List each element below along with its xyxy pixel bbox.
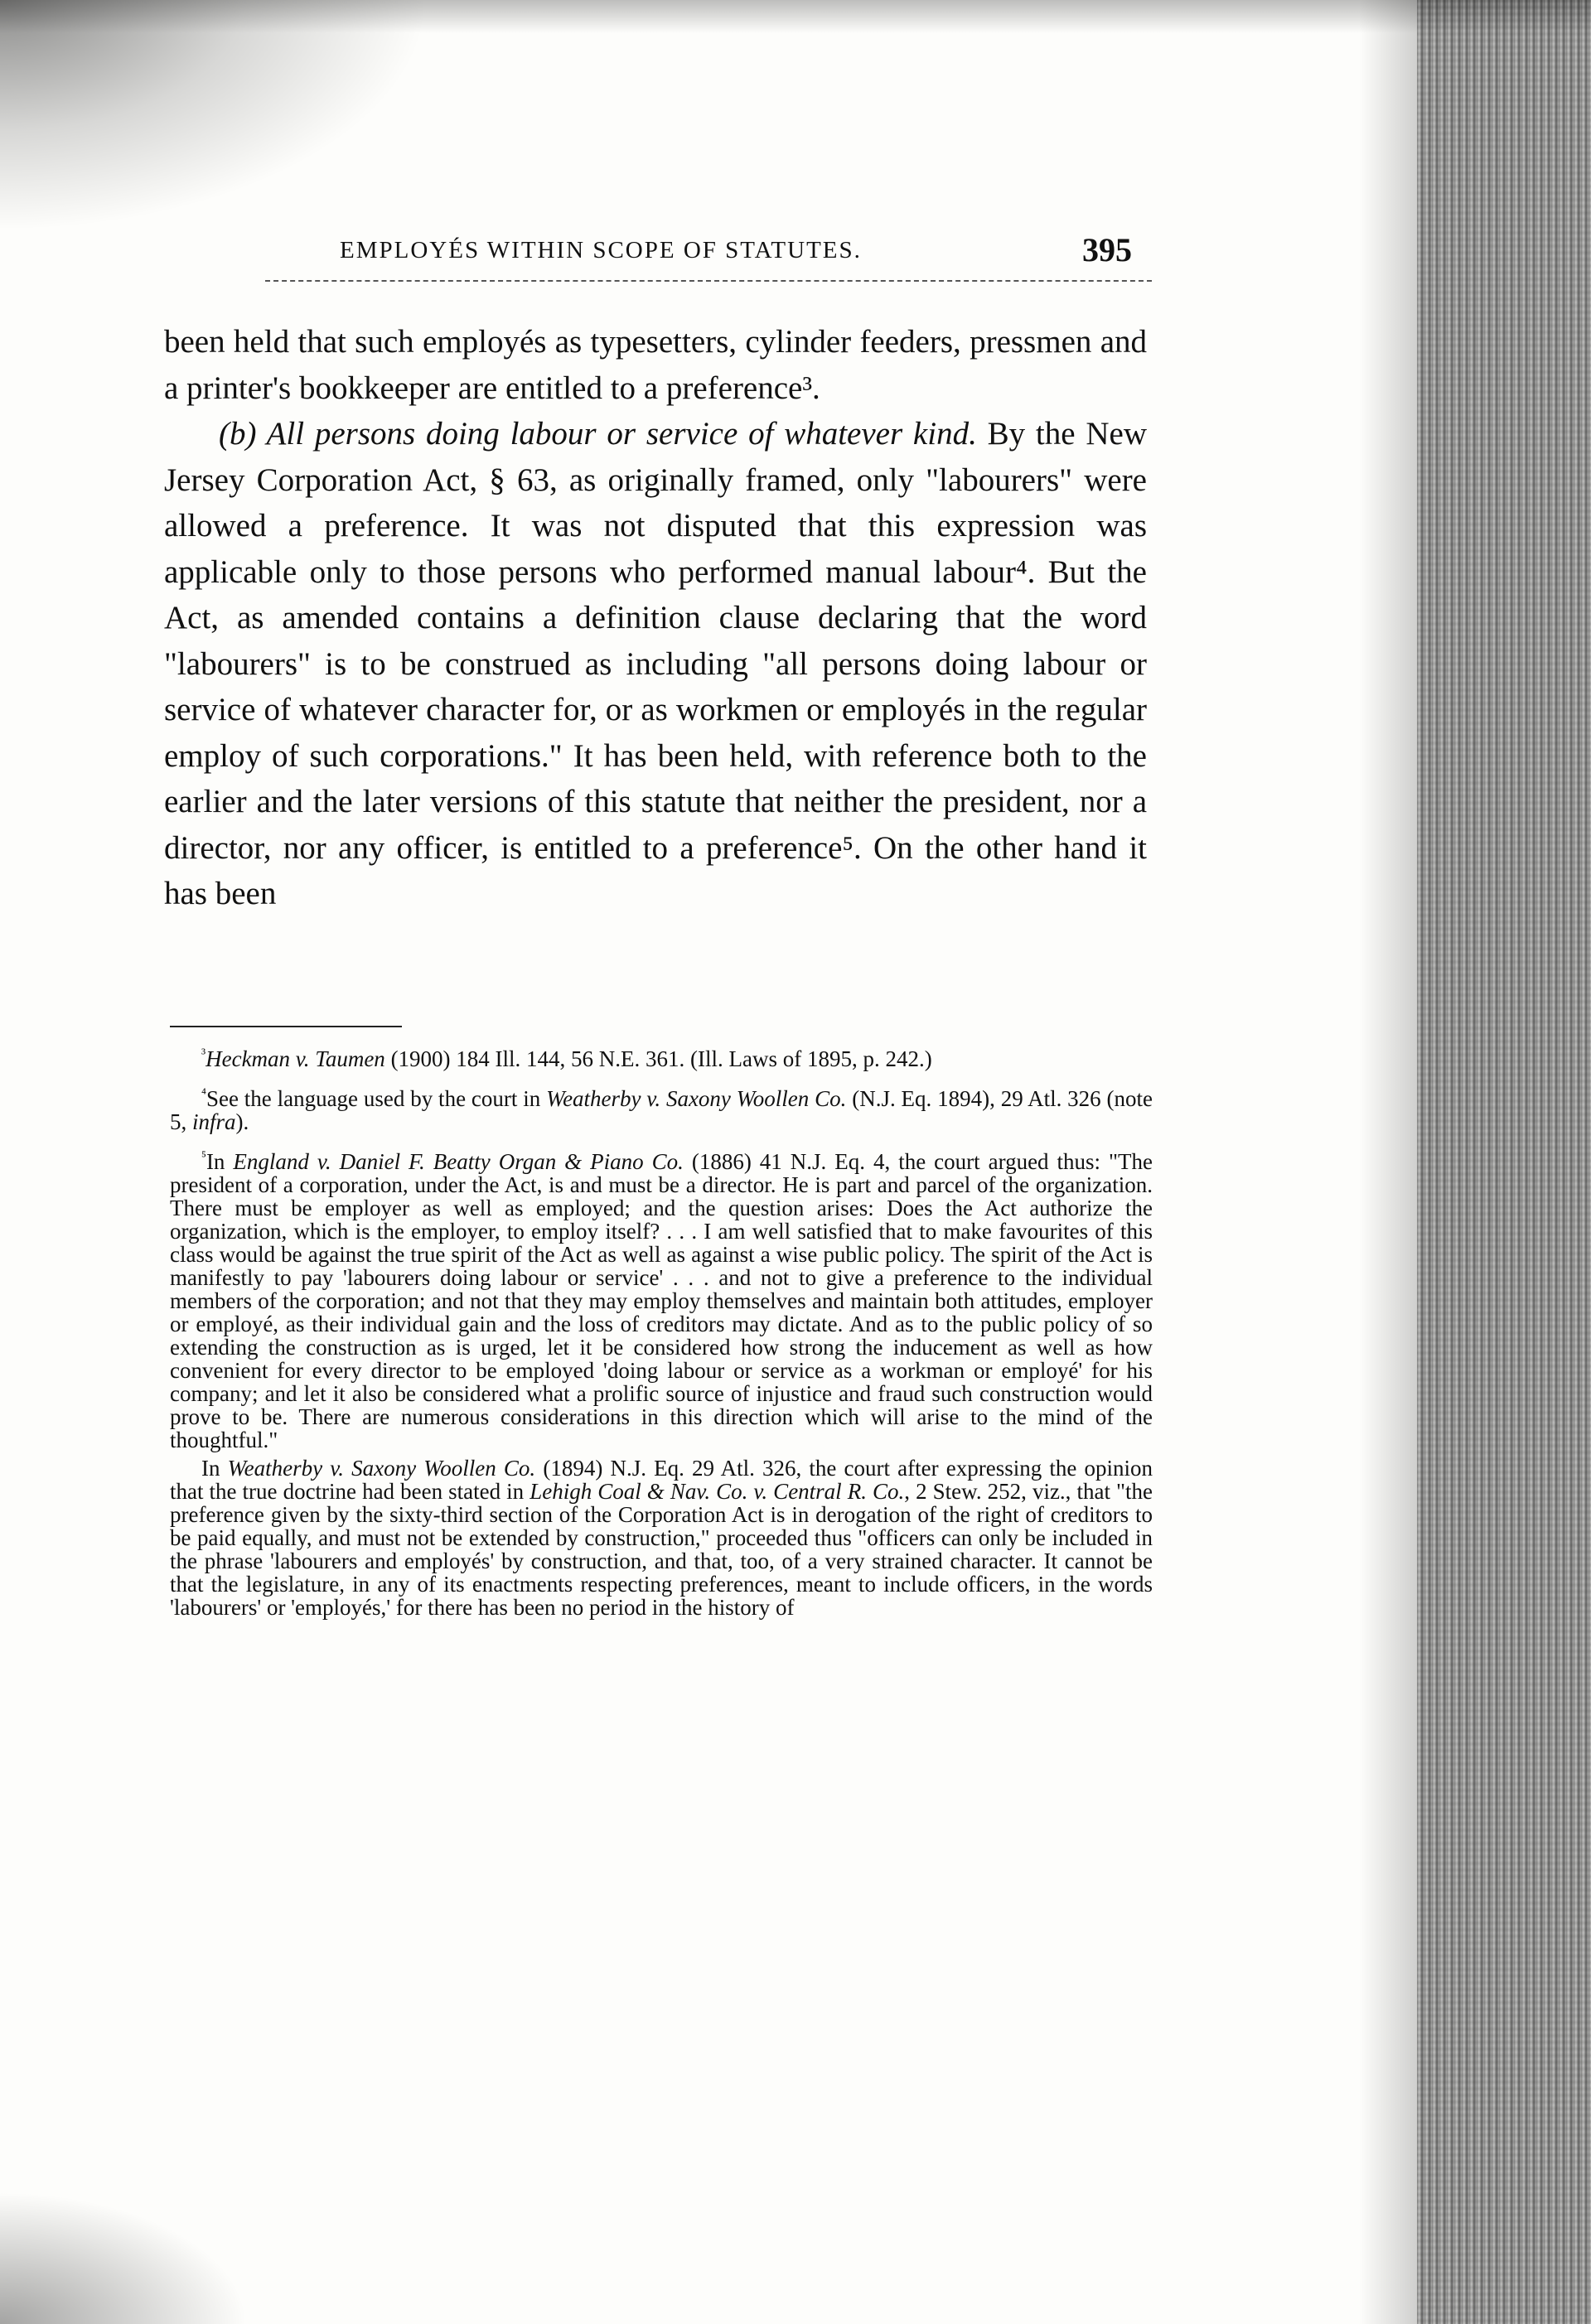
footnote-marker: ³ xyxy=(201,1046,206,1061)
case-name: England v. Daniel F. Beatty Organ & Piano Co. xyxy=(233,1149,684,1174)
scan-shadow-fade xyxy=(1359,0,1417,2324)
footnote-rule xyxy=(170,1026,402,1027)
section-heading-b: (b) All persons doing labour or service of whatever kind. xyxy=(219,416,977,452)
main-text xyxy=(164,319,1147,917)
footnote-marker: ⁴ xyxy=(201,1085,206,1101)
header-rule xyxy=(265,280,1152,282)
running-title: EMPLOYÉS WITHIN SCOPE OF STATUTES. xyxy=(340,237,862,263)
footnote-text: See the language used by the court in xyxy=(206,1086,541,1111)
case-name: Weatherby v. Saxony Woollen Co. xyxy=(227,1456,536,1481)
footnote-text: (1894) N.J. Eq. 29 Atl. 326, the court after expressing the opinion that the true doctrine had been stated in xyxy=(170,1456,1153,1504)
footnotes xyxy=(170,1042,1153,1631)
footnote-text: In xyxy=(201,1456,220,1481)
quotation: (1886) 41 N.J. Eq. 4, the court argued thus: "The president of a corporation, under the Act, is and must be a director. He is part and parcel of the organization. There must be employer as well as employed; and the question arises: Does the Act authorize the organization, which is the employer, to employ itself? . . . I am well satisfied that to make favourites of this class would be against the true spirit of the Act as well as against a wise public policy. The spirit of the Act is manifestly to pay 'labourers doing labour or service' . . . and not to give a preference to the individual members of the corporation; and not that they may employ themselves and maintain both attitudes, employer or employé, as their individual gain and the loss of creditors may dictate. And as to the public policy of so extending the construction as is urged, let it be considered how strong the inducement as well as how convenient for every director to be employed 'doing labour or service as a workman or employé' for his company; and let it also be considered what a prolific source of injustice and fraud such construction would prove to be. There are numerous considerations in this direction which will arise to the mind of the thoughtful." xyxy=(170,1149,1153,1452)
scan-edge-right xyxy=(1417,0,1591,2324)
footnote-5 xyxy=(170,1145,1153,1452)
citation: (N.J. Eq. 1894), 29 Atl. 326 (note 5, xyxy=(170,1086,1153,1134)
citation: (1900) 184 Ill. 144, 56 N.E. 361. (Ill. Laws of 1895, p. 242.) xyxy=(390,1046,932,1071)
footnote-5-continued xyxy=(170,1457,1153,1619)
footnote-text: In xyxy=(206,1149,225,1174)
case-name: Weatherby v. Saxony Woollen Co. xyxy=(546,1086,847,1111)
quotation: , 2 Stew. 252, viz., that "the preference given by the sixty-third section of the Corporation Act is in derogation of the right of creditors to be paid equally, and must not be extended by construction," proceeded thus "officers can only be included in the phrase 'labourers and employés' by construction, and that, too, of a very strained character. It cannot be that the legislature, in any of its enactments respecting preferences, meant to include officers, in the words 'labourers' or 'employés,' for there has been no period in the history of xyxy=(170,1479,1153,1620)
footnote-marker: ⁵ xyxy=(201,1148,206,1164)
citation-end: ). xyxy=(235,1109,249,1134)
infra-ref: infra xyxy=(192,1109,236,1134)
case-name: Lehigh Coal & Nav. Co. v. Central R. Co. xyxy=(530,1479,905,1504)
paragraph-b xyxy=(164,411,1147,917)
page-number: 395 xyxy=(1082,231,1132,268)
scan-shadow-bottom xyxy=(0,2191,249,2324)
case-name: Heckman v. Taumen xyxy=(206,1046,385,1071)
footnote-4 xyxy=(170,1082,1153,1133)
scan-shadow-corner xyxy=(0,0,431,232)
footnote-3 xyxy=(170,1042,1153,1070)
paragraph-continued: been held that such employés as typesetters, cylinder feeders, pressmen and a printer's bookkeeper are entitled to a preference³. xyxy=(164,324,1147,406)
paragraph-b-text: By the New Jersey Corporation Act, § 63, as originally framed, only "labourers" were allowed a preference. It was not disputed that this expression was applicable only to those persons who performed manual labour⁴. But the Act, as amended contains a definition clause declaring that the word "labourers" is to be construed as including "all persons doing labour or service of whatever character for, or as workmen or employés in the regular employ of such corporations." It has been held, with reference both to the earlier and the later versions of this statute that neither the president, nor a director, nor any officer, is entitled to a preference⁵. On the other hand it has been xyxy=(164,416,1147,911)
